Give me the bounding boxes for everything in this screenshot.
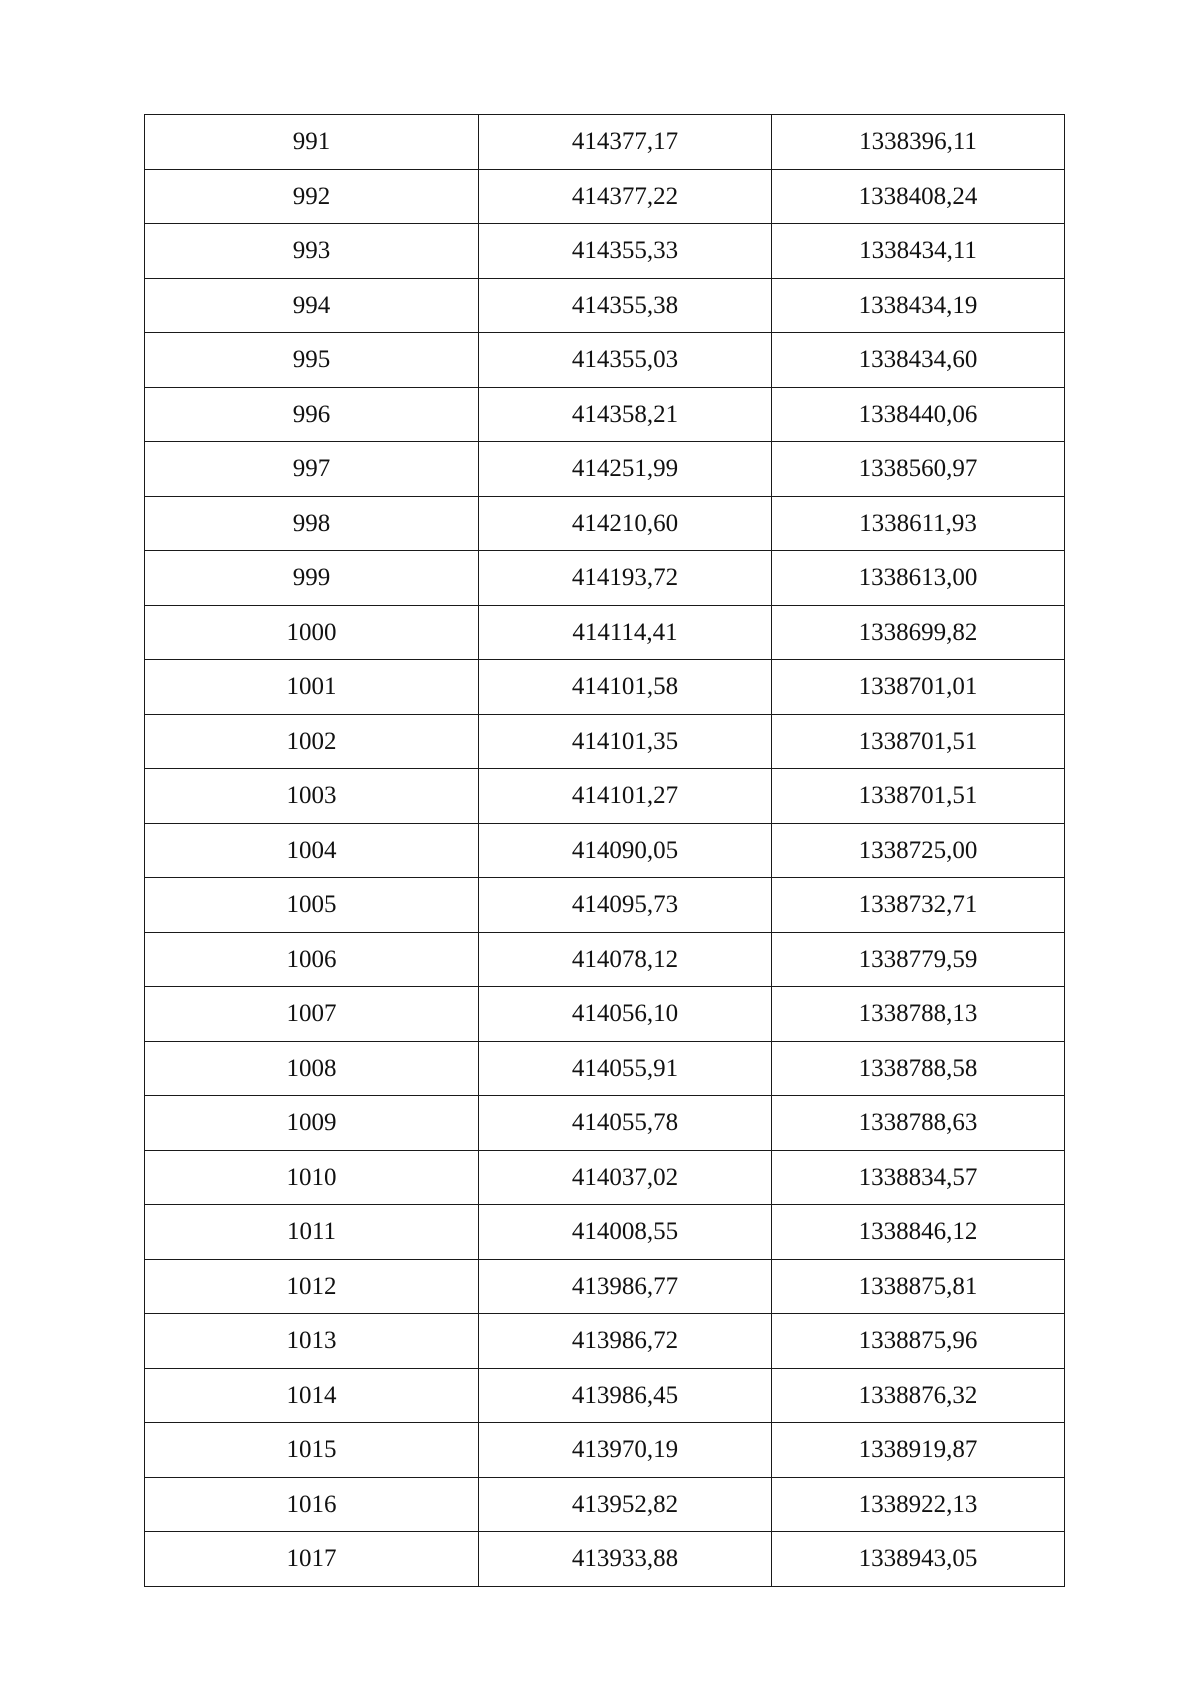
point-number-cell: 994	[145, 278, 479, 333]
table-row	[145, 224, 1065, 279]
x-coordinate-cell: 413986,77	[479, 1259, 772, 1314]
x-coordinate-cell: 414355,03	[479, 333, 772, 388]
y-coordinate-cell: 1338922,13	[772, 1477, 1065, 1532]
table-row	[145, 932, 1065, 987]
table-row	[145, 1314, 1065, 1369]
y-coordinate-cell: 1338732,71	[772, 878, 1065, 933]
y-coordinate-cell: 1338876,32	[772, 1368, 1065, 1423]
point-number-cell: 1006	[145, 932, 479, 987]
point-number-cell: 1004	[145, 823, 479, 878]
table-row	[145, 1368, 1065, 1423]
point-number-cell: 996	[145, 387, 479, 442]
y-coordinate-cell: 1338434,19	[772, 278, 1065, 333]
table-row	[145, 1041, 1065, 1096]
x-coordinate-cell: 414355,38	[479, 278, 772, 333]
table-row	[145, 878, 1065, 933]
x-coordinate-cell: 414037,02	[479, 1150, 772, 1205]
table-row	[145, 660, 1065, 715]
y-coordinate-cell: 1338701,51	[772, 714, 1065, 769]
point-number-cell: 992	[145, 169, 479, 224]
point-number-cell: 1001	[145, 660, 479, 715]
point-number-cell: 998	[145, 496, 479, 551]
table-row	[145, 714, 1065, 769]
y-coordinate-cell: 1338875,96	[772, 1314, 1065, 1369]
y-coordinate-cell: 1338779,59	[772, 932, 1065, 987]
y-coordinate-cell: 1338699,82	[772, 605, 1065, 660]
y-coordinate-cell: 1338875,81	[772, 1259, 1065, 1314]
point-number-cell: 1003	[145, 769, 479, 824]
point-number-cell: 991	[145, 115, 479, 170]
point-number-cell: 1014	[145, 1368, 479, 1423]
table-row	[145, 496, 1065, 551]
table-row	[145, 1259, 1065, 1314]
y-coordinate-cell: 1338560,97	[772, 442, 1065, 497]
y-coordinate-cell: 1338396,11	[772, 115, 1065, 170]
table-row	[145, 1205, 1065, 1260]
x-coordinate-cell: 414377,22	[479, 169, 772, 224]
x-coordinate-cell: 413970,19	[479, 1423, 772, 1478]
table-row	[145, 769, 1065, 824]
x-coordinate-cell: 414101,58	[479, 660, 772, 715]
x-coordinate-cell: 414078,12	[479, 932, 772, 987]
table-row	[145, 1423, 1065, 1478]
x-coordinate-cell: 414008,55	[479, 1205, 772, 1260]
point-number-cell: 1007	[145, 987, 479, 1042]
x-coordinate-cell: 414101,27	[479, 769, 772, 824]
point-number-cell: 1010	[145, 1150, 479, 1205]
point-number-cell: 997	[145, 442, 479, 497]
point-number-cell: 995	[145, 333, 479, 388]
x-coordinate-cell: 413952,82	[479, 1477, 772, 1532]
y-coordinate-cell: 1338613,00	[772, 551, 1065, 606]
y-coordinate-cell: 1338434,60	[772, 333, 1065, 388]
table-row	[145, 605, 1065, 660]
y-coordinate-cell: 1338919,87	[772, 1423, 1065, 1478]
point-number-cell: 1013	[145, 1314, 479, 1369]
point-number-cell: 1008	[145, 1041, 479, 1096]
point-number-cell: 1011	[145, 1205, 479, 1260]
y-coordinate-cell: 1338440,06	[772, 387, 1065, 442]
table-row	[145, 442, 1065, 497]
y-coordinate-cell: 1338701,01	[772, 660, 1065, 715]
point-number-cell: 1016	[145, 1477, 479, 1532]
x-coordinate-cell: 413986,45	[479, 1368, 772, 1423]
x-coordinate-cell: 414055,78	[479, 1096, 772, 1151]
table-row	[145, 987, 1065, 1042]
point-number-cell: 1005	[145, 878, 479, 933]
x-coordinate-cell: 414095,73	[479, 878, 772, 933]
table-row	[145, 169, 1065, 224]
point-number-cell: 1009	[145, 1096, 479, 1151]
y-coordinate-cell: 1338611,93	[772, 496, 1065, 551]
x-coordinate-cell: 414090,05	[479, 823, 772, 878]
y-coordinate-cell: 1338725,00	[772, 823, 1065, 878]
point-number-cell: 1017	[145, 1532, 479, 1587]
y-coordinate-cell: 1338846,12	[772, 1205, 1065, 1260]
table-row	[145, 1096, 1065, 1151]
coordinates-table	[144, 114, 1065, 1587]
y-coordinate-cell: 1338408,24	[772, 169, 1065, 224]
table-row	[145, 823, 1065, 878]
table-row	[145, 551, 1065, 606]
x-coordinate-cell: 414055,91	[479, 1041, 772, 1096]
x-coordinate-cell: 414210,60	[479, 496, 772, 551]
table-row	[145, 115, 1065, 170]
x-coordinate-cell: 413933,88	[479, 1532, 772, 1587]
x-coordinate-cell: 414101,35	[479, 714, 772, 769]
x-coordinate-cell: 414114,41	[479, 605, 772, 660]
y-coordinate-cell: 1338434,11	[772, 224, 1065, 279]
x-coordinate-cell: 414377,17	[479, 115, 772, 170]
table-row	[145, 1477, 1065, 1532]
table-row	[145, 333, 1065, 388]
point-number-cell: 1002	[145, 714, 479, 769]
x-coordinate-cell: 414358,21	[479, 387, 772, 442]
point-number-cell: 1012	[145, 1259, 479, 1314]
x-coordinate-cell: 414251,99	[479, 442, 772, 497]
point-number-cell: 993	[145, 224, 479, 279]
y-coordinate-cell: 1338788,13	[772, 987, 1065, 1042]
y-coordinate-cell: 1338834,57	[772, 1150, 1065, 1205]
point-number-cell: 999	[145, 551, 479, 606]
y-coordinate-cell: 1338788,63	[772, 1096, 1065, 1151]
x-coordinate-cell: 414355,33	[479, 224, 772, 279]
table-row	[145, 1532, 1065, 1587]
y-coordinate-cell: 1338788,58	[772, 1041, 1065, 1096]
point-number-cell: 1015	[145, 1423, 479, 1478]
x-coordinate-cell: 414056,10	[479, 987, 772, 1042]
table-row	[145, 278, 1065, 333]
x-coordinate-cell: 414193,72	[479, 551, 772, 606]
y-coordinate-cell: 1338943,05	[772, 1532, 1065, 1587]
point-number-cell: 1000	[145, 605, 479, 660]
table-row	[145, 1150, 1065, 1205]
table-row	[145, 387, 1065, 442]
x-coordinate-cell: 413986,72	[479, 1314, 772, 1369]
y-coordinate-cell: 1338701,51	[772, 769, 1065, 824]
coordinates-table-body	[145, 115, 1065, 1587]
